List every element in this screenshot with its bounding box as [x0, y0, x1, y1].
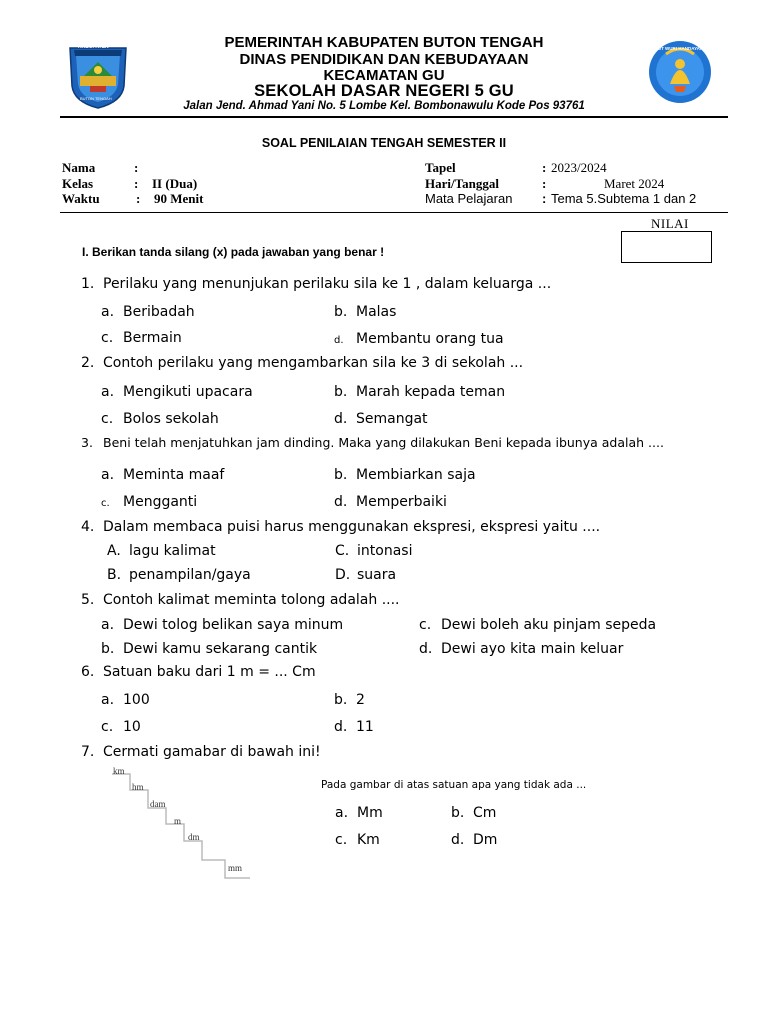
q6-option-b[interactable]: b. 2 [334, 692, 365, 708]
q1-option-c[interactable]: c. Bermain [101, 330, 182, 346]
hari-colon: : [542, 176, 547, 191]
q7-option-d[interactable]: d. Dm [451, 832, 498, 848]
exam-title: SOAL PENILAIAN TENGAH SEMESTER II [261, 136, 507, 150]
hari-label: Hari/Tanggal [425, 176, 499, 191]
q5-option-a[interactable]: a. Dewi tolog belikan saya minum [101, 617, 344, 633]
mapel-label: Mata Pelajaran [425, 191, 513, 206]
kelas-label: Kelas [62, 176, 94, 191]
header-divider [60, 116, 728, 118]
q2-option-b[interactable]: b. Marah kepada teman [334, 384, 506, 400]
waktu-label: Waktu [62, 191, 100, 206]
regency-logo-bottom-caption: BUTON TENGAH [80, 96, 112, 101]
unit-staircase-figure [110, 764, 285, 884]
question-text: Perilaku yang menunjukan perilaku sila ke 1 , dalam keluarga ... [103, 276, 552, 292]
question-6: 6. Satuan baku dari 1 m = ... Cm [81, 664, 316, 680]
q4-option-a[interactable]: A. lagu kalimat [107, 543, 216, 559]
header-address: Jalan Jend. Ahmad Yani No. 5 Lombe Kel. Bombonawulu Kode Pos 93761 [183, 100, 585, 112]
kelas-value: II (Dua) [152, 176, 198, 191]
waktu-value: 90 Menit [154, 191, 204, 206]
question-3: 3. Beni telah menjatuhkan jam dinding. Maka yang dilakukan Beni kepada ibunya adalah .... [81, 435, 664, 450]
header-department: DINAS PENDIDIKAN DAN KEBUDAYAAN [239, 51, 529, 68]
q7-option-b[interactable]: b. Cm [451, 805, 497, 821]
mapel-value: Tema 5.Subtema 1 dan 2 [551, 191, 697, 206]
nama-colon: : [134, 160, 139, 175]
q5-option-c[interactable]: c. Dewi boleh aku pinjam sepeda [419, 617, 657, 633]
waktu-colon: : [136, 191, 141, 206]
mapel-colon: : [542, 191, 547, 206]
step-km: km [113, 766, 125, 776]
question-7: 7. Cermati gamabar di bawah ini! [81, 744, 321, 760]
q2-option-a[interactable]: a. Mengikuti upacara [101, 384, 253, 400]
q2-option-d[interactable]: d. Semangat [334, 411, 428, 427]
regency-logo-caption: KABUPATEN [78, 44, 109, 50]
kelas-colon: : [134, 176, 139, 191]
q3-option-a[interactable]: a. Meminta maaf [101, 467, 225, 483]
q4-option-d[interactable]: D. suara [335, 567, 397, 583]
identity-divider [60, 212, 728, 213]
q4-option-c[interactable]: C. intonasi [335, 543, 413, 559]
q3-option-c[interactable]: c. Mengganti [101, 494, 198, 510]
step-dam: dam [150, 799, 166, 809]
tapel-value: 2023/2024 [551, 160, 607, 175]
q6-option-a[interactable]: a. 100 [101, 692, 150, 708]
q6-option-c[interactable]: c. 10 [101, 719, 141, 735]
nilai-label: NILAI [651, 216, 689, 231]
q4-option-b[interactable]: B. penampilan/gaya [107, 567, 251, 583]
step-dm: dm [188, 832, 200, 842]
q1-option-d[interactable]: d. Membantu orang tua [334, 331, 504, 347]
q2-option-c[interactable]: c. Bolos sekolah [101, 411, 219, 427]
header-district: KECAMATAN GU [323, 67, 445, 84]
question-2: 2. Contoh perilaku yang mengambarkan sila ke 3 di sekolah ... [81, 355, 524, 371]
q3-option-b[interactable]: b. Membiarkan saja [334, 467, 476, 483]
q7-option-c[interactable]: c. Km [335, 832, 380, 848]
tapel-label: Tapel [425, 160, 456, 175]
nama-label: Nama [62, 160, 96, 175]
q5-option-b[interactable]: b. Dewi kamu sekarang cantik [101, 641, 318, 657]
q6-option-d[interactable]: d. 11 [334, 719, 374, 735]
tut-wuri-logo-caption: TUT WURI HANDAYANI [655, 46, 705, 51]
question-7-prompt: Pada gambar di atas satuan apa yang tidak ada ... [321, 779, 587, 791]
header-school-name: SEKOLAH DASAR NEGERI 5 GU [254, 82, 514, 100]
tapel-colon: : [542, 160, 547, 175]
question-4: 4. Dalam membaca puisi harus menggunakan ekspresi, ekspresi yaitu .... [81, 519, 601, 535]
instruction: I. Berikan tanda silang (x) pada jawaban yang benar ! [82, 245, 385, 259]
q7-option-a[interactable]: a. Mm [335, 805, 383, 821]
question-1 [81, 276, 551, 292]
q3-option-d[interactable]: d. Memperbaiki [334, 494, 447, 510]
q1-option-b[interactable]: b. Malas [334, 304, 397, 320]
step-m: m [174, 816, 182, 826]
step-hm: hm [132, 782, 144, 792]
nilai-score-box[interactable] [621, 231, 712, 263]
hari-value: Maret 2024 [604, 176, 665, 191]
q5-option-d[interactable]: d. Dewi ayo kita main keluar [419, 641, 624, 657]
step-mm: mm [228, 863, 243, 873]
header-government: PEMERINTAH KABUPATEN BUTON TENGAH [224, 34, 544, 51]
question-5: 5. Contoh kalimat meminta tolong adalah .... [81, 592, 400, 608]
question-number: 1. [81, 276, 95, 292]
q1-option-a[interactable]: a. Beribadah [101, 304, 195, 320]
